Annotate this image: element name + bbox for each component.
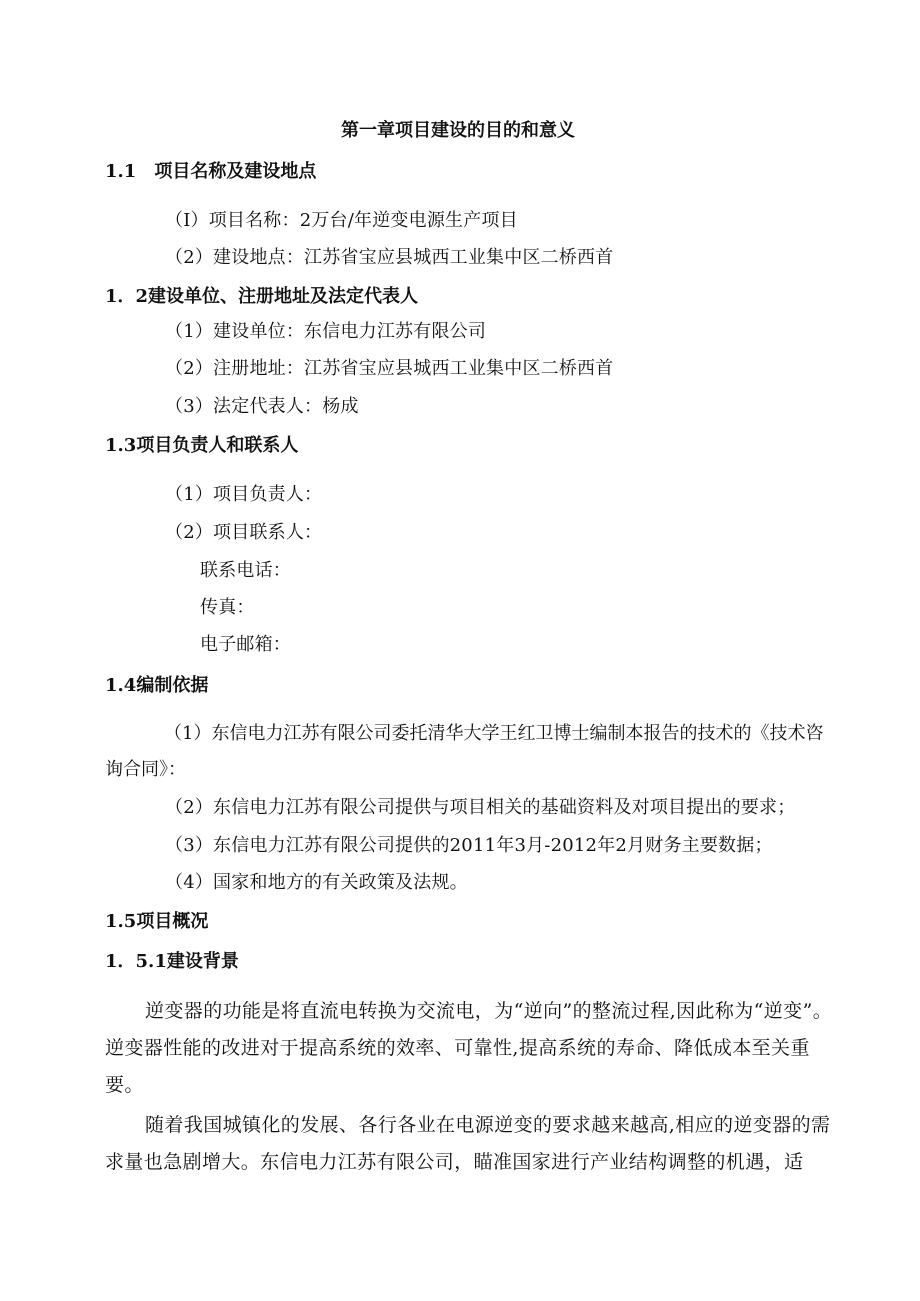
basis-item-3: （3）东信电力江苏有限公司提供的2011年3月-2012年2月财务主要数据； [165,835,773,856]
background-paragraph-1: 逆变器的功能是将直流电转换为交流电，为“逆向”的整流过程,因此称为“逆变”。逆变器性能的改进对于提高系统的效率、可靠性,提高系统的寿命、降低成本至关重要。 [105,1000,833,1096]
background-paragraph-2: 随着我国城镇化的发展、各行各业在电源逆变的要求越来越高,相应的逆变器的需求量也急剧增大。东信电力江苏有限公司，瞄准国家进行产业结构调整的机遇，适 [105,1114,831,1173]
basis-item-4: （4）国家和地方的有关政策及法规。 [165,872,468,893]
project-location-item: （2）建设地点：江苏省宝应县城西工业集中区二桥西首 [165,247,614,268]
legal-representative-item: （3）法定代表人：杨成 [165,396,359,417]
section-1-5-heading: 1.5项目概况 [105,911,209,932]
basis-item-2: （2）东信电力江苏有限公司提供与项目相关的基础资料及对项目提出的要求； [165,797,796,818]
basis-item-1: （1）东信电力江苏有限公司委托清华大学王红卫博士编制本报告的技术的《技术咨询合同》： [105,723,824,780]
section-1-1-heading: 1.1 项目名称及建设地点 [105,161,317,182]
chapter-title: 第一章项目建设的目的和意义 [341,120,575,141]
section-1-5-1-heading: 1．5.1建设背景 [105,951,239,972]
section-1-2-heading: 1．2建设单位、注册地址及法定代表人 [105,286,419,307]
section-1-3-heading: 1.3项目负责人和联系人 [105,435,299,456]
contact-email-label: 电子邮箱： [200,634,291,655]
contact-fax-label: 传真： [200,597,255,618]
registered-address-item: （2）注册地址：江苏省宝应县城西工业集中区二桥西首 [165,358,614,379]
project-lead-item: （1）项目负责人： [165,484,323,505]
project-contact-item: （2）项目联系人： [165,522,323,543]
section-1-4-heading: 1.4编制依据 [105,675,209,696]
project-name-item: （I）项目名称：2万台/年逆变电源生产项目 [165,210,518,231]
builder-unit-item: （1）建设单位：东信电力江苏有限公司 [165,321,487,342]
contact-phone-label: 联系电话： [200,560,291,581]
